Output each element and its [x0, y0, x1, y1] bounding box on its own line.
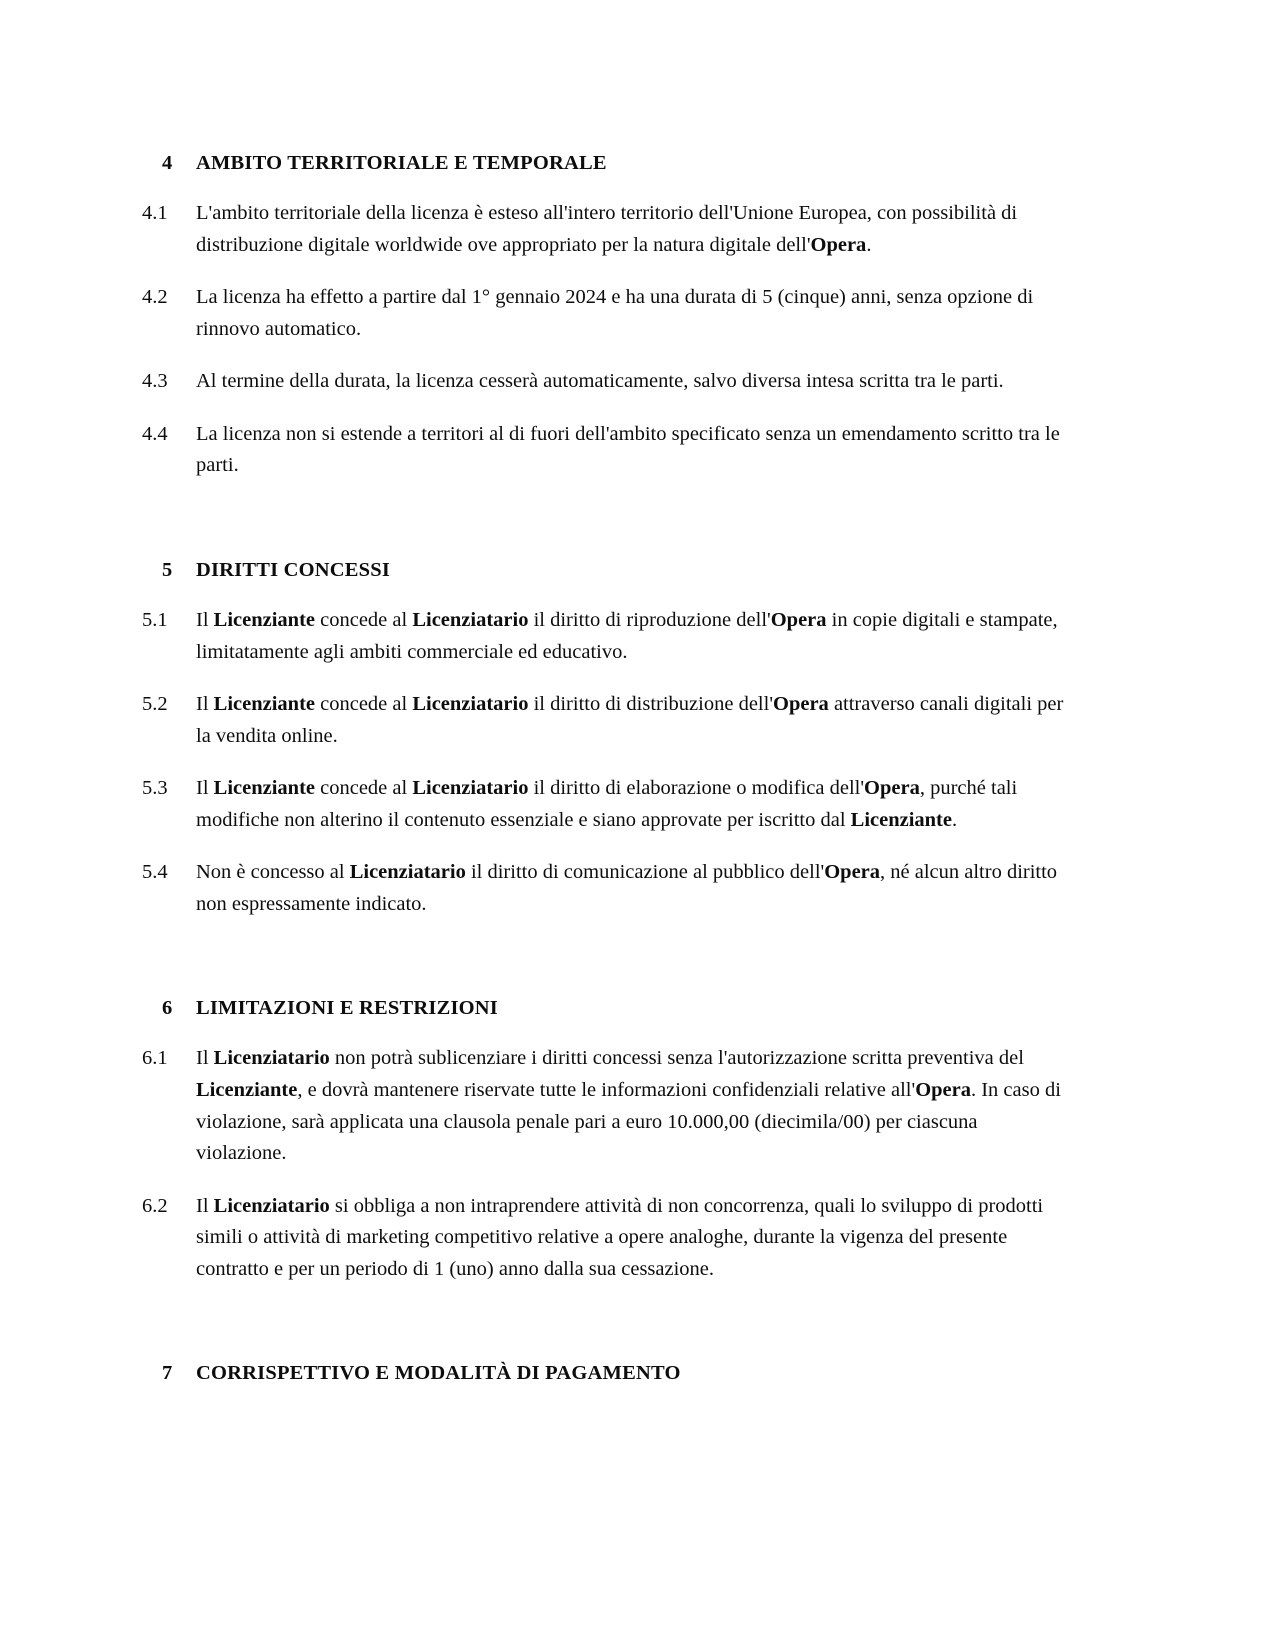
section-title: AMBITO TERRITORIALE E TEMPORALE [196, 152, 607, 174]
clause-text: Il Licenziatario si obbliga a non intraprendere attività di non concorrenza, quali lo sviluppo di prodotti simili o attività di marketing competitivo relative a opere analoghe, durante la vigenza del presente contratto e per un periodo di 1 (uno) anno dalla sua cessazione. [196, 1194, 1044, 1280]
section-block [142, 559, 1070, 921]
clause-4.4 [142, 419, 1070, 482]
clause-5.2 [142, 689, 1070, 752]
clause-number: 4.2 [142, 286, 168, 309]
section-number: 7 [162, 1362, 173, 1385]
clause-4.1 [142, 198, 1070, 261]
section-title: DIRITTI CONCESSI [196, 558, 391, 581]
clause-text: La licenza ha effetto a partire dal 1° gennaio 2024 e ha una durata di 5 (cinque) anni, senza opzione di rinnovo automatico. [196, 286, 1034, 340]
section-block [142, 1362, 1070, 1385]
section-spacer [142, 503, 1070, 559]
clause-number: 6.1 [142, 1047, 168, 1070]
clause-number: 5.1 [142, 608, 168, 631]
section-number: 4 [162, 152, 173, 174]
clause-number: 4.3 [142, 370, 168, 393]
clause-5.3 [142, 773, 1070, 836]
section-heading-7 [142, 1362, 1070, 1385]
section-heading-4 [142, 152, 1070, 175]
clause-text: Il Licenziante concede al Licenziatario il diritto di distribuzione dell'Opera attraverso canali digitali per la vendita online. [196, 693, 1064, 747]
section-block [142, 152, 1070, 482]
clause-5.4 [142, 857, 1070, 920]
section-spacer [142, 941, 1070, 997]
clause-text: La licenza non si estende a territori al di fuori dell'ambito specificato senza un emendamento scritto tra le parti. [196, 422, 1060, 477]
section-heading-6 [142, 997, 1070, 1020]
section-heading-5 [142, 559, 1070, 582]
section-title: CORRISPETTIVO E MODALITÀ DI PAGAMENTO [196, 1362, 681, 1385]
clause-number: 5.3 [142, 777, 168, 800]
clause-6.1 [142, 1043, 1070, 1169]
section-spacer [142, 1306, 1070, 1362]
clause-5.1 [142, 605, 1070, 668]
clause-number: 4.1 [142, 202, 168, 224]
clause-text: Il Licenziatario non potrà sublicenziare i diritti concessi senza l'autorizzazione scritta preventiva del Licenziante, e dovrà mantenere riservate tutte le informazioni confidenziali relative all'Opera. In caso di violazione, sarà applicata una clausola penale pari a euro 10.000,00 (diecimila/00) per ciascuna violazione. [196, 1047, 1061, 1165]
document-body [142, 152, 1070, 1385]
clause-4.2 [142, 282, 1070, 345]
section-number: 6 [162, 997, 173, 1020]
clause-4.3 [142, 366, 1070, 398]
section-title: LIMITAZIONI E RESTRIZIONI [196, 997, 498, 1020]
clause-text: Il Licenziante concede al Licenziatario il diritto di elaborazione o modifica dell'Opera, purché tali modifiche non alterino il contenuto essenziale e siano approvate per iscritto dal Licenziante. [196, 777, 1018, 831]
clause-6.2 [142, 1191, 1070, 1286]
clause-text: Il Licenziante concede al Licenziatario il diritto di riproduzione dell'Opera in copie digitali e stampate, limitatamente agli ambiti commerciale ed educativo. [196, 608, 1058, 663]
section-number: 5 [162, 558, 173, 581]
clause-number: 4.4 [142, 422, 168, 445]
clause-number: 5.2 [142, 693, 168, 716]
clause-text: Non è concesso al Licenziatario il diritto di comunicazione al pubblico dell'Opera, né alcun altro diritto non espressamente indicato. [196, 861, 1058, 915]
clause-text: L'ambito territoriale della licenza è esteso all'intero territorio dell'Unione Europea, con possibilità di distribuzione digitale worldwide ove appropriato per la natura digitale dell'Opera. [196, 202, 1018, 256]
clause-number: 5.4 [142, 861, 168, 884]
clause-text: Al termine della durata, la licenza cesserà automaticamente, salvo diversa intesa scritta tra le parti. [196, 370, 1004, 393]
clause-number: 6.2 [142, 1194, 168, 1217]
section-block [142, 997, 1070, 1285]
